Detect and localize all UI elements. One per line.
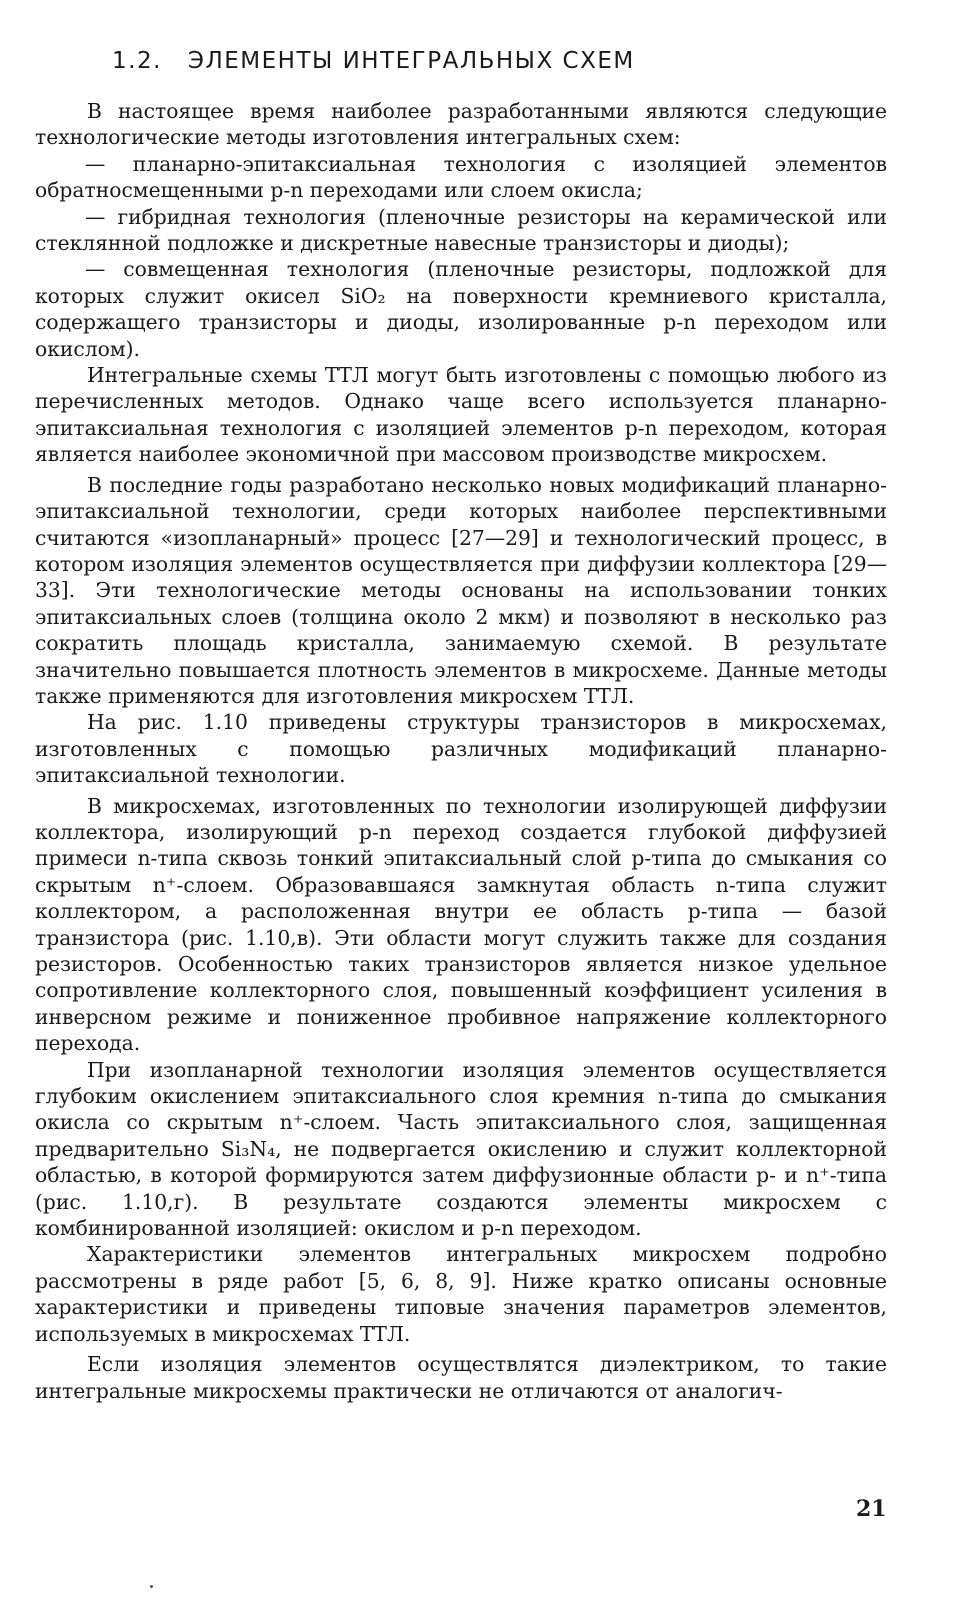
list-item-combined: — совмещенная технология (пленочные резисторы, подложкой для которых служит окисел SiO₂ на поверхности кремниевого кристалла, содержащего транзисторы и диоды, изолированные p-n переходом или окислом). xyxy=(35,257,887,361)
section-number: 1.2. xyxy=(112,48,162,74)
paragraph-figure-reference: На рис. 1.10 приведены структуры транзисторов в микросхемах, изготовленных с помощью различных модификаций планарно-эпитаксиальной технологии. xyxy=(35,710,887,788)
paragraph-isoplanar: При изопланарной технологии изоляция элементов осуществляется глубоким окислением эпитаксиального слоя кремния n-типа до смыкания окисла со скрытым n⁺-слоем. Часть эпитаксиального слоя, защищенная предварительно Si₃N₄, не подвергается окислению и служит коллекторной областью, в которой формируются затем диффузионные области p- и n⁺-типа (рис. 1.10,г). В результате создаются элементы микросхем с комбинированной изоляцией: окислом и p-n переходом. xyxy=(35,1057,887,1241)
page-number: 21 xyxy=(856,1496,887,1522)
section-title: ЭЛЕМЕНТЫ ИНТЕГРАЛЬНЫХ СХЕМ xyxy=(187,48,635,74)
print-speck xyxy=(150,1585,153,1588)
paragraph-collector-diffusion: В микросхемах, изготовленных по технологии изолирующей диффузии коллектора, изолирующий p-n переход создается глубокой диффузией примеси n-типа сквозь тонкий эпитаксиальный слой p-типа до смыкания со скрытым n⁺-слоем. Образовавшаяся замкнутая область n-типа служит коллектором, а расположенная внутри ее область p-типа — базой транзистора (рис. 1.10,в). Эти области могут служить также для создания резисторов. Особенностью таких транзисторов является низкое удельное сопротивление коллекторного слоя, повышенный коэффициент усиления в инверсном режиме и пониженное пробивное напряжение коллекторного перехода. xyxy=(35,793,887,1056)
paragraph-dielectric-isolation: Если изоляция элементов осуществлятся диэлектриком, то такие интегральные микросхемы практически не отличаются от аналогич- xyxy=(35,1352,887,1403)
section-heading xyxy=(112,48,635,74)
paragraph-ttl-methods: Интегральные схемы ТТЛ могут быть изготовлены с помощью любого из перечисленных методов. Однако чаще всего используется планарно-эпитаксиальная технология с изоляцией элементов p-n переходом, которая является наиболее экономичной при массовом производстве микросхем. xyxy=(35,363,887,467)
paragraph-intro: В настоящее время наиболее разработанными являются следующие технологические методы изготовления интегральных схем: xyxy=(35,99,887,150)
list-item-planar-epitaxial: — планарно-эпитаксиальная технология с изоляцией элементов обратносмещенными p-n переходами или слоем окисла; xyxy=(35,151,887,203)
paragraph-new-modifications: В последние годы разработано несколько новых модификаций планарно-эпитаксиальной технологии, среди которых наиболее перспективными считаются «изопланарный» процесс [27—29] и технологический процесс, в котором изоляция элементов осуществляется при диффузии коллектора [29—33]. Эти технологические методы основаны на использовании тонких эпитаксиальных слоев (толщина около 2 мкм) и позволяют в несколько раз сократить площадь кристалла, занимаемую схемой. В результате значительно повышается плотность элементов в микросхеме. Данные методы также применяются для изготовления микросхем ТТЛ. xyxy=(35,472,887,708)
paragraph-characteristics: Характеристики элементов интегральных микросхем подробно рассмотрены в ряде работ [5, 6, 8, 9]. Ниже кратко описаны основные характеристики и приведены типовые значения параметров элементов, используемых в микросхемах ТТЛ. xyxy=(35,1242,887,1346)
body-text xyxy=(35,98,887,1404)
list-item-hybrid: — гибридная технология (пленочные резисторы на керамической или стеклянной подложке и дискретные навесные транзисторы и диоды); xyxy=(35,204,887,256)
